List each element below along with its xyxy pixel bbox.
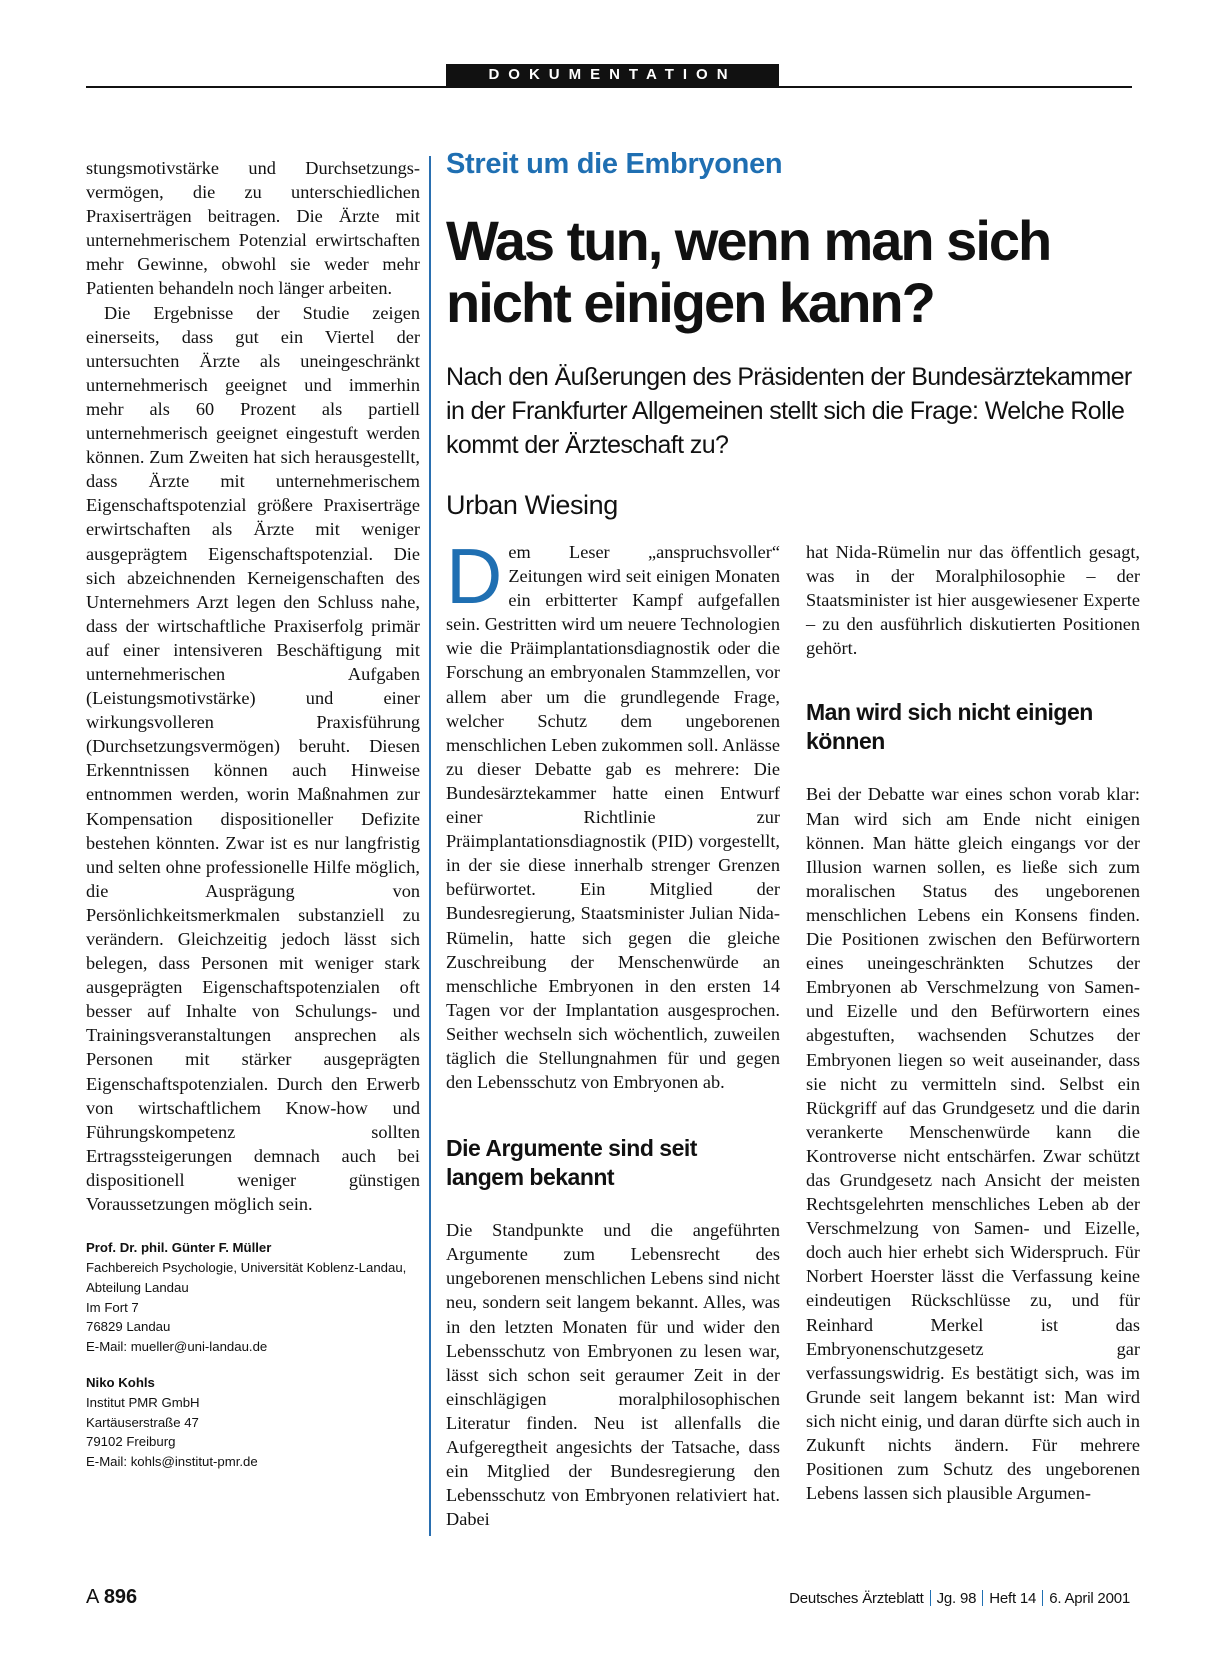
section-label: DOKUMENTATION xyxy=(446,64,779,86)
article-byline: Urban Wiesing xyxy=(446,490,618,520)
drop-cap: D xyxy=(446,532,503,620)
middle-column xyxy=(446,532,780,1531)
author-name: Niko Kohls xyxy=(86,1374,155,1390)
subhead-arguments: Die Argumente sind seit langem bekannt xyxy=(446,1135,697,1191)
page-number xyxy=(86,1586,137,1609)
headline-line: Was tun, wenn man sich xyxy=(446,209,1051,272)
article-paragraph-4: Bei der Debatte war eines schon vorab klar: Man wird sich am Ende nicht einigen können. Man hätte gleich eingangs vor der Illusion warnen sollen, es ließe sich zum moralischen Status des ungeborenen menschlichen Lebens ein Konsens finden. Die Positionen zwischen den Befürwortern eines uneingeschränkten Schutzes der Embryonen ab Verschmelzung von Samen- und Eizelle und den Befürwortern eines abgestuften, wachsenden Schutzes der Embryonen liegen so weit auseinander, dass sie nicht zu vermitteln sind. Selbst ein Rückgriff auf das Grundgesetz und die darin verankerte Menschenwürde kann die Kontroverse nicht entschärfen. Zwar schützt das Grundgesetz nach Ansicht der meisten Rechtsgelehrten menschliches Leben ab der Verschmelzung von Samen- und Eizelle, doch auch hier erhebt sich Widerspruch. Für Norbert Hoerster lässt die Verfassung keine eindeutigen Rückschlüsse zu, und für Reinhard Merkel ist das Embryonenschutzgesetz gar verfassungswidrig. Es bestätigt sich, was im Grunde seit langem bekannt ist: Man wird sich nicht einig, und daran dürfte sich auch in Zukunft nichts ändern. Für mehrere Positionen zum Schutz des ungeborenen Lebens lassen sich plausible Argumen- xyxy=(806,784,1140,1504)
left-paragraph-2: Die Ergebnisse der Studie zeigen einerseits, dass gut ein Viertel der untersuchten Ärzte als uneingeschränkt unternehmerisch geeignet und immerhin mehr als 60 Prozent als partiell unternehmerisch geeignet eingestuft werden können. Zum Zweiten hat sich herausgestellt, dass Ärzte mit unternehmerischem Eigenschaftspotenzial größere Praxiserträge erwirtschaften als Ärzte mit weniger ausgeprägtem Eigenschaftspotenzial. Die sich abzeichnenden Kerneigenschaften des Unternehmers Arzt legen den Schluss nahe, dass der wirtschaftliche Praxiserfolg primär auf einer intensiveren Beschäftigung mit unternehmerischen Aufgaben (Leistungsmotivstärke) und einer wirkungsvolleren Praxisführung (Durchsetzungsvermögen) beruht. Diesen Erkenntnissen können auch Hinweise entnommen werden, worin Maßnahmen zur Kompensation dispositioneller Defizite bestehen könnten. Zwar ist es nur langfristig und selten ohne professionelle Hilfe möglich, die Ausprägung von Persönlichkeitsmerkmalen substanziell zu verändern. Gleichzeitig jedoch lässt sich belegen, dass Personen mit weniger stark ausgeprägten Eigenschaftspotenzialen oft besser auf Inhalte von Schulungs- und Trainingsveranstaltungen ansprechen als Personen mit stärker ausgeprägten Eigenschaftspotenzialen. Durch den Erwerb von wirtschaftlichem Know-how und Führungskompetenz sollten Ertragssteigerungen demnach auch bei dispositionell weniger günstigen Voraussetzungen möglich sein. xyxy=(86,302,420,1215)
author-address-line: Kartäuserstraße 47 xyxy=(86,1414,199,1430)
author-name: Prof. Dr. phil. Günter F. Müller xyxy=(86,1240,272,1256)
journal-issue: Heft 14 xyxy=(989,1590,1037,1607)
intro-text: em Leser „anspruchsvoller“ Zeitungen wird seit einigen Monaten ein erbitterter Kampf aufgefallen sein. Gestritten wird um neuere Technologien wie die Präimplantationsdiagnostik oder die Forschung an embryonalen Stammzellen, vor allem aber um die grundlegende Frage, welcher Schutz dem ungeborenen menschlichen Leben zukommen soll. Anlässe zu dieser Debatte gab es mehrere: Die Bundesärztekammer hatte einen Entwurf einer Richtlinie zur Präimplantationsdiagnostik (PID) vorgestellt, in der sie diese innerhalb strenger Grenzen befürwortet. Ein Mitglied der Bundesregierung, Staatsminister Julian Nida-Rümelin, hatte sich gegen die gleiche Zuschreibung der Menschenwürde an menschliche Embryonen in den ersten 14 Tagen vor der Implantation ausgesprochen. Seither wechseln sich wöchentlich, zuweilen täglich die Stellungnahmen für und gegen den Lebensschutz von Embryonen ab. xyxy=(446,542,780,1093)
journal-volume: Jg. 98 xyxy=(936,1590,977,1607)
page-prefix: A xyxy=(86,1586,99,1608)
left-paragraph-1: stungsmotivstärke und Durchsetzungs-vermögen, die zu unterschiedlichen Praxiserträgen beitragen. Die Ärzte mit unternehmerischem Potenzial erwirtschaften mehr Gewinne, obwohl sie weder mehr Patienten behandeln noch länger arbeiten. xyxy=(86,158,420,299)
header-rule xyxy=(86,86,1132,88)
author-block-2 xyxy=(86,1373,420,1472)
journal-date: 6. April 2001 xyxy=(1049,1590,1130,1607)
author-address-line: 76829 Landau xyxy=(86,1319,171,1335)
journal-name: Deutsches Ärzteblatt xyxy=(789,1590,924,1607)
article-paragraph-3: hat Nida-Rümelin nur das öffentlich gesagt, was in der Moralphilosophie – der Staatsminister ist hier ausgewiesener Experte – zu den ausführlich diskutierten Positionen gehört. xyxy=(806,542,1140,659)
left-column xyxy=(86,156,420,1472)
right-column xyxy=(806,540,1140,1505)
article-deck: Nach den Äußerungen des Präsidenten der Bundesärztekammer in der Frankfurter Allgemeinen stellt sich die Frage: Welche Rolle kommt der Ärzteschaft zu? xyxy=(446,363,1132,459)
article-paragraph-2: Die Standpunkte und die angeführten Argumente zum Lebensrecht des ungeborenen menschlichen Lebens sind nicht neu, sondern seit langem bekannt. Alles, was in den letzten Monaten für und wider den Lebensschutz von Embryonen zu lesen war, lässt sich schon seit geraumer Zeit in der einschlägigen moralphilosophischen Literatur finden. Neu ist allenfalls die Aufgeregtheit angesichts der Tatsache, dass ein Mitglied der Bundesregierung den Lebensschutz von Embryonen relativiert hat. Dabei xyxy=(446,1220,780,1530)
column-divider xyxy=(429,156,431,1536)
article-intro xyxy=(446,532,780,1094)
journal-footer xyxy=(789,1590,1130,1607)
author-address-line: Abteilung Landau xyxy=(86,1279,189,1295)
article-headline xyxy=(446,210,1136,334)
footer-separator xyxy=(1042,1590,1043,1606)
page-number-value: 896 xyxy=(103,1586,138,1608)
footer-separator xyxy=(930,1590,931,1606)
article-kicker: Streit um die Embryonen xyxy=(446,148,783,180)
subhead-consensus: Man wird sich nicht einigen können xyxy=(806,699,1093,755)
author-address-line: 79102 Freiburg xyxy=(86,1434,176,1450)
headline-line: nicht einigen kann? xyxy=(446,271,934,334)
author-address-line: Fachbereich Psychologie, Universität Koblenz-Landau, xyxy=(86,1259,407,1275)
author-address-line: Im Fort 7 xyxy=(86,1299,139,1315)
author-email[interactable]: E-Mail: mueller@uni-landau.de xyxy=(86,1339,268,1355)
author-address-line: Institut PMR GmbH xyxy=(86,1394,200,1410)
author-block-1 xyxy=(86,1238,420,1357)
author-email[interactable]: E-Mail: kohls@institut-pmr.de xyxy=(86,1454,258,1470)
footer-separator xyxy=(982,1590,983,1606)
